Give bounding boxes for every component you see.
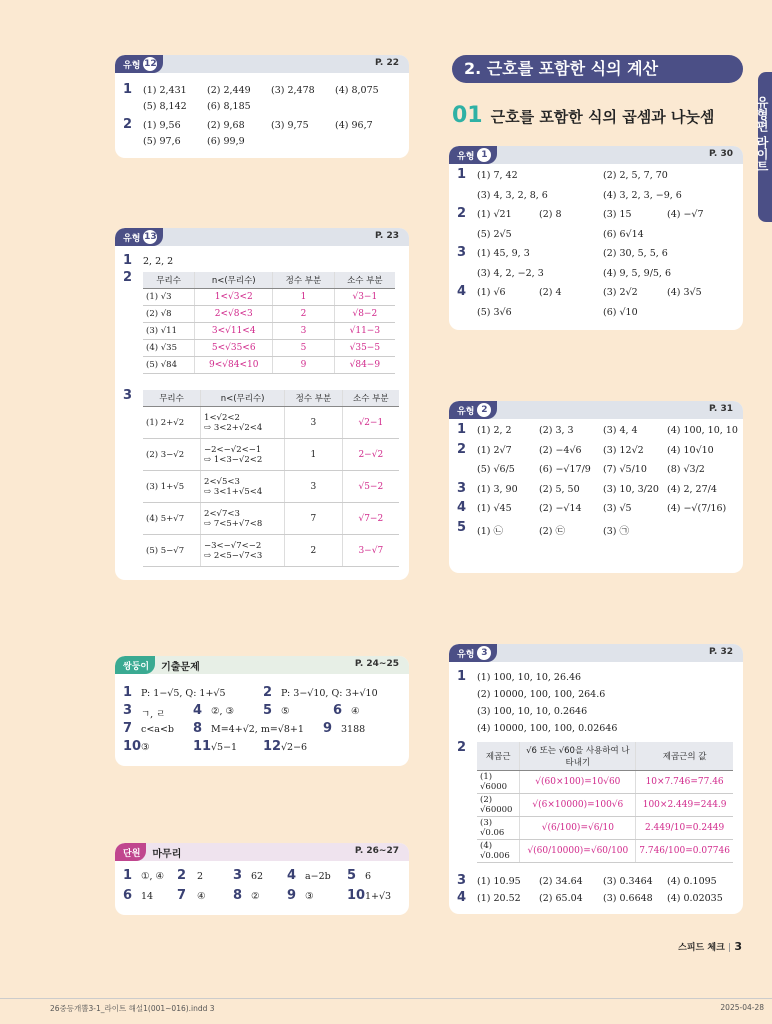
answer-text: (7) √5/10 (603, 464, 647, 475)
answer-text: (3) 15 (603, 209, 632, 220)
question-number: 3 (457, 873, 467, 888)
chapter-title: 2. 근호를 포함한 식의 계산 (452, 55, 743, 83)
tag-twin: 쌍둥이 (115, 656, 155, 674)
question-number: 5 (457, 519, 467, 535)
answer-text: 62 (251, 871, 264, 882)
table-row: (4) √0.006 √(60/10000)=√60/100 7.746/100=0.07746 (477, 840, 733, 863)
question-number: 4 (193, 703, 203, 718)
answer-text: c<a<b (141, 724, 174, 735)
table-row: (4) 5+√7 2<√7<3 ⇨ 7<5+√7<8 7 √7−2 (143, 503, 399, 535)
footer-line (0, 998, 772, 999)
question-number: 4 (287, 868, 297, 883)
answer-text: (2) 65.04 (539, 893, 583, 904)
question-number: 5 (347, 868, 357, 883)
question-number: 10 (347, 888, 366, 903)
answer-text: 2 (197, 871, 204, 882)
card-type-13: 유형 13 P. 23 1 2, 2, 2 2 무리수 n<(무리수) 정수 부분 소수 부분 (1) √3 1<√3<2 1 √3−1 (2) √8 2<√8<3 2 √8−2 (3) √11 3<√11<4 3 √11−3 (4) √35 5<√35<6 5 √35−5 (5) √84 9<√84<10 9 √84−9 3 무리수 n<(무리수) 정수 부분 소수 부분 (1) 2+√2 1<√2<2 ⇨ 3<2+√2<4 3 √2−1 (2) 3−√2 −2<−√2<−1 ⇨ 1<3−√2<2 1 2−√2 (3) 1+√5 2<√5<3 ⇨ 3<1+√5<4 3 √5−2 (4) 5+√7 2<√7<3 ⇨ 7<5+√7<8 7 √7−2 (5) 5−√7 −3<−√7<−2 ⇨ 2<5−√7<3 2 3−√7 (115, 228, 409, 580)
question-number: 3 (457, 480, 467, 496)
question-number: 3 (457, 245, 467, 260)
question-number: 9 (323, 721, 333, 736)
question-number: 12 (263, 739, 282, 754)
table-row: (1) √6000 √(60×100)=10√60 10×7.746=77.46 (477, 771, 733, 794)
question-number: 6 (123, 888, 133, 903)
answer-text: (6) 6√14 (603, 228, 644, 240)
table-row: (3) √0.06 √(6/100)=√6/10 2.449/10=0.2449 (477, 817, 733, 840)
section-heading: 01 근호를 포함한 식의 곱셈과 나눗셈 (452, 103, 715, 128)
answer-text: (1) 20.52 (477, 893, 521, 904)
th: 소수 부분 (334, 272, 395, 289)
question-number: 6 (333, 703, 343, 718)
th: 정수 부분 (273, 272, 335, 289)
question-number: 9 (287, 888, 297, 903)
th: 정수 부분 (285, 390, 342, 407)
answer-text: ②, ③ (211, 706, 235, 717)
print-date: 2025-04-28 (720, 1003, 764, 1012)
answer-text: (4) 9, 5, 9/5, 6 (603, 267, 672, 279)
card-type-12: 유형 12 P. 22 1 (1) 2,431 (2) 2,449 (3) 2,478 (4) 8,075 (5) 8,142 (6) 8,185 2 (1) 9,56 (2) 9,68 (3) 9,75 (4) 96,7 (5) 97,6 (6) 99,9 (115, 55, 409, 158)
question-number: 8 (193, 721, 203, 736)
answer-text: M=4+√2, m=√8+1 (211, 724, 304, 735)
card-past-exam: 쌍둥이 기출문제 P. 24∼25 1 P: 1−√5, Q: 1+√5 2 P: 3−√10, Q: 3+√10 3 ㄱ, ㄹ 4 ②, ③ 5 ⑤ 6 ④ 7 c<a<b 8 M=4+√2, m=√8+1 9 3188 10 ③ 11 √5−1 12 √2−6 (115, 656, 409, 766)
answer-text: (4) 3, 2, 3, −9, 6 (603, 189, 682, 201)
answer-text: P: 3−√10, Q: 3+√10 (281, 688, 378, 699)
answer-text: (4) 0.02035 (667, 893, 723, 904)
question-number: 1 (123, 685, 133, 700)
answer-text: (2) 2, 5, 7, 70 (603, 170, 668, 181)
question-number: 2 (263, 685, 273, 700)
answer-text: (6) √10 (603, 306, 638, 318)
answer-text: (4) 2, 27/4 (667, 483, 717, 495)
answer-text: (2) 8 (539, 209, 562, 220)
table-row: (5) 5−√7 −3<−√7<−2 ⇨ 2<5−√7<3 2 3−√7 (143, 535, 399, 567)
table-r3 (477, 742, 733, 863)
answer-text: (3) ㉠ (603, 525, 629, 537)
answer-text: (3) 2√2 (603, 287, 638, 298)
answer-text: (4) 100, 10, 10 (667, 425, 738, 436)
answer-text: ①, ④ (141, 871, 165, 882)
answer-text: (1) √6 (477, 287, 506, 298)
answer-text: (5) 3√6 (477, 306, 512, 318)
answer-text: ② (251, 891, 260, 902)
answer-text: a−2b (305, 871, 331, 882)
question-number: 11 (193, 739, 212, 754)
question-number: 2 (457, 206, 467, 221)
answer-text: √2−6 (281, 742, 308, 753)
table-row: (5) √84 9<√84<10 9 √84−9 (143, 357, 395, 374)
section-title: 마무리 (152, 848, 182, 860)
question-number: 1 (457, 422, 467, 437)
question-number: 4 (457, 500, 467, 515)
answer-text: (2) 3, 3 (539, 425, 574, 436)
question-number: 2 (457, 441, 467, 457)
answer-text: (1) 45, 9, 3 (477, 248, 530, 259)
answer-text: (1) √45 (477, 503, 512, 514)
speed-check-label: 스피드 체크 | 3 (678, 940, 742, 953)
th: √6 또는 √60을 사용하여 나타내기 (520, 742, 636, 771)
card-r-type-3: 유형 3 P. 32 1 (1) 100, 10, 10, 26.46 (2) 10000, 100, 100, 264.6 (3) 100, 10, 10, 0.2646 (4) 10000, 100, 100, 0.02646 2 제곱근 √6 또는 √60을 사용하여 나타내기 제곱근의 값 (1) √6000 √(60×100)=10√60 10×7.746=77.46 (2) √60000 √(6×10000)=100√6 100×2.449=244.9 (3) √0.06 √(6/100)=√6/10 2.449/10=0.2449 (4) √0.006 √(60/10000)=√60/100 7.746/100=0.07746 3 (1) 10.95 (2) 34.64 (3) 0.3464 (4) 0.1095 4 (1) 20.52 (2) 65.04 (3) 0.6648 (4) 0.02035 (449, 644, 743, 914)
card-r-type-2: 유형 2 P. 31 1 (1) 2, 2 (2) 3, 3 (3) 4, 4 (4) 100, 10, 10 2 (1) 2√7 (2) −4√6 (3) 12√2 (4) 10√10 (5) √6/5 (6) −√17/9 (7) √5/10 (8) √3/2 3 (1) 3, 90 (2) 5, 50 (3) 10, 3/20 (4) 2, 27/4 4 (1) √45 (2) −√14 (3) √5 (4) −√(7/16) 5 (1) ㉡ (2) ㉢ (3) ㉠ (449, 401, 743, 573)
answer-text: ㄱ, ㄹ (141, 709, 166, 720)
table-row: (2) 3−√2 −2<−√2<−1 ⇨ 1<3−√2<2 1 2−√2 (143, 439, 399, 471)
answer-text: (3) 10, 3/20 (603, 483, 659, 495)
question-number: 8 (233, 888, 243, 903)
th: n<(무리수) (195, 272, 273, 289)
answer-text: (1) 7, 42 (477, 170, 518, 181)
answer-text: (2) 34.64 (539, 876, 583, 887)
answer-text: (8) √3/2 (667, 464, 705, 475)
answer-text: (3) 4, 3, 2, 8, 6 (477, 189, 548, 201)
answer-text: (4) 0.1095 (667, 876, 717, 887)
page-ref: P. 22 (374, 58, 399, 68)
card-r-type-1: 유형 1 P. 30 1 (1) 7, 42 (2) 2, 5, 7, 70 (3) 4, 3, 2, 8, 6 (4) 3, 2, 3, −9, 6 2 (1) √21 (2) 8 (3) 15 (4) −√7 (5) 2√5 (6) 6√14 3 (1) 45, 9, 3 (2) 30, 5, 5, 6 (3) 4, 2, −2, 3 (4) 9, 5, 9/5, 6 4 (1) √6 (2) 4 (3) 2√2 (4) 3√5 (5) 3√6 (6) √10 (449, 146, 743, 330)
card-unit-review: 단원 마무리 P. 26∼27 1 ①, ④ 2 2 3 62 4 a−2b 5 6 6 14 7 ④ 8 ② 9 ③ 10 1+√3 (115, 843, 409, 915)
th: 제곱근 (477, 742, 520, 771)
question-number: 3 (123, 703, 133, 718)
answer-text: (3) 0.6648 (603, 893, 653, 904)
answer-text: (4) −√(7/16) (667, 503, 727, 514)
table-row: (1) √3 1<√3<2 1 √3−1 (143, 289, 395, 306)
answer-text: (3) √5 (603, 503, 632, 514)
answer-text: (2) −√14 (539, 503, 582, 514)
side-label: 유형편 라이트 (755, 96, 769, 173)
page-ref: P. 23 (374, 231, 399, 241)
answer-text: 14 (141, 891, 154, 902)
question-number: 3 (233, 868, 243, 883)
answer-text: (2) 5, 50 (539, 483, 580, 495)
answer-text: (1) 3, 90 (477, 483, 518, 495)
answer-text: P: 1−√5, Q: 1+√5 (141, 688, 226, 699)
answer-text: 3188 (341, 724, 366, 735)
file-name: 26중등개뿔3-1_라이트 해설1(001~016).indd 3 (50, 1004, 215, 1013)
answer-text: ③ (305, 891, 314, 902)
th: 소수 부분 (342, 390, 399, 407)
th: 무리수 (143, 390, 201, 407)
answer-text: (2) −4√6 (539, 444, 582, 456)
table-q3 (143, 390, 399, 567)
answer-text: (3) 4, 4 (603, 425, 638, 436)
question-number: 1 (457, 167, 467, 182)
answer-text: (4) −√7 (667, 209, 704, 220)
answer-text: √5−1 (211, 742, 238, 753)
question-number: 7 (177, 888, 187, 903)
answer-text: (3) 0.3464 (603, 876, 653, 887)
question-number: 4 (457, 890, 467, 905)
answer-text: ⑤ (281, 706, 290, 717)
question-number: 5 (263, 703, 273, 718)
table-row: (2) √8 2<√8<3 2 √8−2 (143, 306, 395, 323)
answer-text: (2) 30, 5, 5, 6 (603, 248, 668, 259)
table-row: (2) √60000 √(6×10000)=100√6 100×2.449=244.9 (477, 794, 733, 817)
table-row: (3) 1+√5 2<√5<3 ⇨ 3<1+√5<4 3 √5−2 (143, 471, 399, 503)
answer-text: 6 (365, 871, 372, 882)
answer-text: (4) 3√5 (667, 287, 702, 298)
table-row: (4) √35 5<√35<6 5 √35−5 (143, 340, 395, 357)
th: n<(무리수) (201, 390, 285, 407)
th: 제곱근의 값 (636, 742, 733, 771)
answer-text: 1+√3 (365, 891, 392, 902)
table-q2 (143, 272, 395, 374)
answer-text: (5) 2√5 (477, 228, 512, 240)
question-number: 1 (123, 868, 133, 883)
answer-text: ④ (197, 891, 206, 902)
answer-text: (1) 2√7 (477, 444, 512, 456)
answer-text: (6) −√17/9 (539, 464, 591, 475)
question-number: 2 (177, 868, 187, 883)
type-tag: 유형 13 (115, 228, 163, 246)
answer-text: ③ (141, 742, 150, 753)
answer-text: (1) ㉡ (477, 525, 503, 537)
question-number: 7 (123, 721, 133, 736)
th: 무리수 (143, 272, 195, 289)
type-tag: 유형 12 (115, 55, 163, 73)
answer-text: (1) 10.95 (477, 876, 521, 887)
answer-text: (2) ㉢ (539, 525, 565, 537)
question-number: 4 (457, 284, 467, 299)
table-row: (3) √11 3<√11<4 3 √11−3 (143, 323, 395, 340)
answer-text: (1) 2, 2 (477, 425, 512, 436)
tag-unit: 단원 (115, 843, 146, 861)
answer-text: (2) 4 (539, 287, 562, 298)
table-row: (1) 2+√2 1<√2<2 ⇨ 3<2+√2<4 3 √2−1 (143, 407, 399, 439)
section-title: 기출문제 (161, 661, 200, 673)
answer-text: (1) √21 (477, 209, 512, 220)
answer-text: (5) √6/5 (477, 464, 515, 475)
answer-text: (3) 12√2 (603, 444, 644, 456)
answer-text: (4) 10√10 (667, 444, 714, 456)
answer-text: ④ (351, 706, 360, 717)
answer-text: (3) 4, 2, −2, 3 (477, 267, 544, 279)
question-number: 10 (123, 739, 142, 754)
